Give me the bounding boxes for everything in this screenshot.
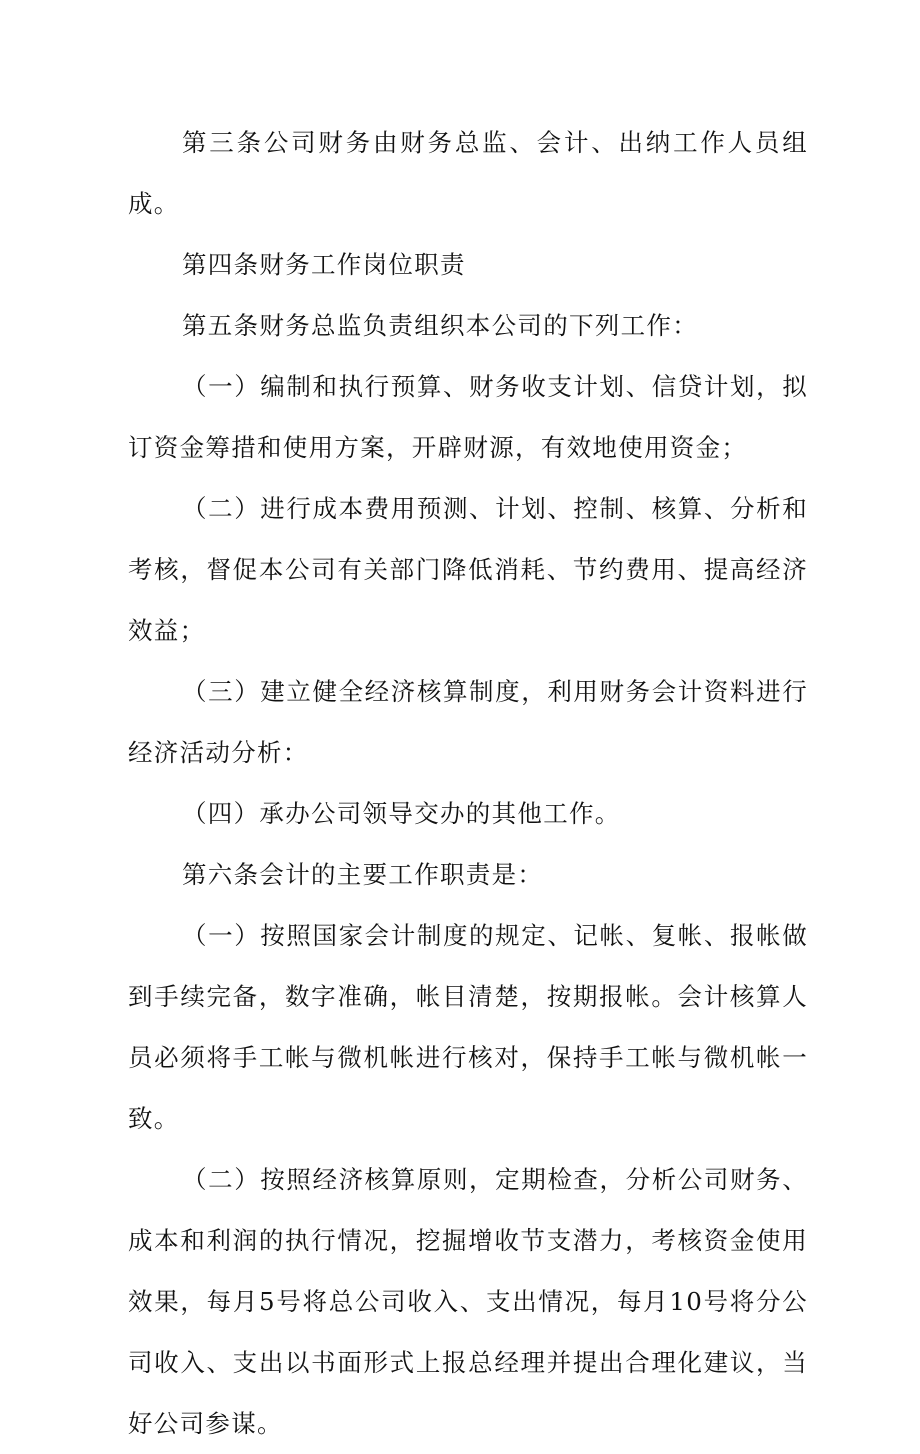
article-5-paragraph: 第五条财务总监负责组织本公司的下列工作： [182,311,698,340]
article-5-item-1: （一）编制和执行预算、财务收支计划、信贷计划，拟订资金筹措和使用方案，开辟财源，有效地使用资金； [128,372,808,462]
article-5-item-4: （四）承办公司领导交办的其他工作。 [182,799,621,828]
article-5-item-3: （三）建立健全经济核算制度，利用财务会计资料进行经济活动分析： [128,677,808,767]
article-4-heading: 第四条财务工作岗位职责 [182,250,466,279]
article-6-paragraph: 第六条会计的主要工作职责是： [182,860,544,889]
article-6-item-2: （二）按照经济核算原则，定期检查，分析公司财务、成本和利润的执行情况，挖掘增收节支潜力，考核资金使用效果，每月5号将总公司收入、支出情况，每月10号将分公司收入、支出以书面形式上报总经理并提出合理化建议，当好公司参谋。 [128,1165,808,1438]
article-3-paragraph: 第三条公司财务由财务总监、会计、出纳工作人员组成。 [128,128,808,218]
article-5-item-2: （二）进行成本费用预测、计划、控制、核算、分析和考核，督促本公司有关部门降低消耗、节约费用、提高经济效益； [128,494,808,645]
article-6-item-1: （一）按照国家会计制度的规定、记帐、复帐、报帐做到手续完备，数字准确，帐目清楚，按期报帐。会计核算人员必须将手工帐与微机帐进行核对，保持手工帐与微机帐一致。 [128,921,808,1133]
document-body [128,112,808,1454]
